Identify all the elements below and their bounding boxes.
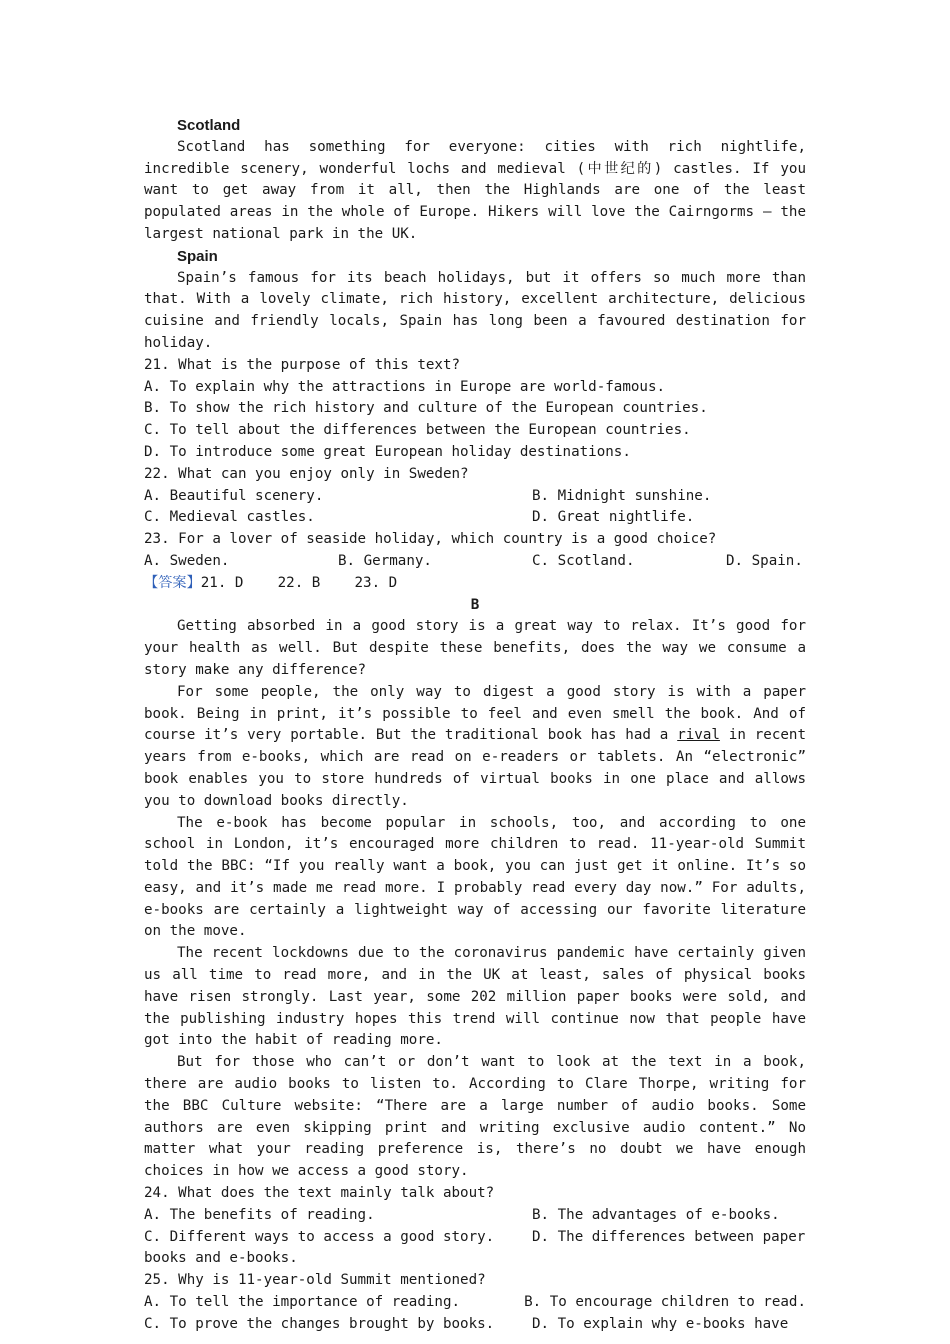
q24-option-d: D. The differences between paper: [532, 1228, 806, 1245]
q25-option-b: B. To encourage children to read.: [524, 1294, 806, 1311]
scotland-paragraph: Scotland has something for everyone: cities with rich nightlife, incredible scenery, wonderful lochs and medieval (中世纪的) castles. If you want to get away from it all, then the Highlands are one of the least populated areas in the whole of Europe. Hikers will love the Cairngorms – the largest national park in the UK.: [144, 138, 806, 242]
q24-option-b: B. The advantages of e-books.: [532, 1206, 780, 1223]
spain-paragraph: Spain’s famous for its beach holidays, but it offers so much more than that. With a lovely climate, rich history, excellent architecture, delicious cuisine and friendly locals, Spain has long been a favoured destination for holiday.: [144, 269, 806, 351]
q22-options-row-1: [144, 486, 806, 508]
p2-text-before: For some people, the only way to digest a good story is with a paper book. Being in print, it’s possible to feel and even smell the book. And of course it’s very portable. But the traditional book has had a: [144, 683, 806, 744]
q25-option-d: D. To explain why e-books have: [532, 1315, 789, 1332]
answer-key-1: [144, 573, 806, 595]
q22-option-a: A. Beautiful scenery.: [144, 487, 324, 504]
q22-option-c: C. Medieval castles.: [144, 509, 315, 526]
q21-option-c: C. To tell about the differences between the European countries.: [144, 422, 691, 439]
q22-option-d: D. Great nightlife.: [532, 509, 695, 526]
answer-values: 21. D 22. B 23. D: [200, 574, 398, 591]
q23-option-a: A. Sweden.: [144, 552, 230, 569]
q21-option-d: D. To introduce some great European holiday destinations.: [144, 443, 631, 460]
question-22: 22. What can you enjoy only in Sweden?: [144, 465, 469, 482]
question-24: 24. What does the text mainly talk about?: [144, 1185, 495, 1202]
q25-option-a: A. To tell the importance of reading.: [144, 1294, 461, 1311]
q21-option-b: B. To show the rich history and culture of the European countries.: [144, 400, 708, 417]
question-23: 23. For a lover of seaside holiday, which country is a good choice?: [144, 531, 717, 548]
scotland-heading: Scotland: [177, 117, 241, 134]
p2-text-after: in recent years from e-books, which are read on e-readers or tablets. An “electronic” book enables you to store hundreds of virtual books in one place and allows you to download books directly.: [144, 727, 806, 809]
q23-option-d: D. Spain.: [726, 552, 803, 569]
underlined-word-rival: rival: [677, 727, 720, 744]
q24-option-c: C. Different ways to access a good story.: [144, 1228, 495, 1245]
question-21: 21. What is the purpose of this text?: [144, 356, 461, 373]
passage-b-paragraph-2: [144, 682, 806, 813]
q25-options-row-2: [144, 1314, 806, 1336]
passage-b-paragraph-4: The recent lockdowns due to the coronavirus pandemic have certainly given us all time to read more, and in the UK at least, sales of physical books have risen strongly. Last year, some 202 million paper books were sold, and the publishing industry hopes this trend will continue now that people have got into the habit of reading more.: [144, 945, 806, 1049]
q23-option-c: C. Scotland.: [532, 552, 635, 569]
q23-options-row: [144, 551, 806, 573]
q23-option-b: B. Germany.: [338, 552, 432, 569]
section-b-heading: B: [470, 596, 480, 613]
q24-options-row-2: [144, 1227, 806, 1249]
q25-options-row-1: [144, 1292, 806, 1314]
spain-heading: Spain: [177, 247, 218, 265]
q24-options-row-1: [144, 1205, 806, 1227]
q25-option-c: C. To prove the changes brought by books.: [144, 1315, 495, 1332]
question-25: 25. Why is 11-year-old Summit mentioned?: [144, 1272, 486, 1289]
q22-option-b: B. Midnight sunshine.: [532, 487, 712, 504]
q21-option-a: A. To explain why the attractions in Europe are world-famous.: [144, 378, 666, 395]
passage-b-paragraph-3: The e-book has become popular in schools, too, and according to one school in London, it’s encouraged more children to read. 11-year-old Summit told the BBC: “If you really want a book, you can just get it online. It’s so easy, and it’s made me read more. I probably read every day now.” For adults, e-books are certainly a lightweight way of accessing our favorite literature on the move.: [144, 814, 806, 940]
document-page: [144, 115, 806, 1336]
q24-option-d-continued: books and e-books.: [144, 1250, 298, 1267]
answer-tag: 【答案】: [144, 574, 201, 591]
q24-option-a: A. The benefits of reading.: [144, 1206, 375, 1223]
passage-b-paragraph-5: But for those who can’t or don’t want to look at the text in a book, there are audio books to listen to. According to Clare Thorpe, writing for the BBC Culture website: “There are a large number of audio books. Some authors are even skipping print and writing exclusive audio content.” No matter what your reading preference is, there’s no doubt we have enough choices in how we access a good story.: [144, 1054, 806, 1180]
passage-b-paragraph-1: Getting absorbed in a good story is a great way to relax. It’s good for your health as well. But despite these benefits, does the way we consume a story make any difference?: [144, 618, 806, 678]
q22-options-row-2: [144, 507, 806, 529]
